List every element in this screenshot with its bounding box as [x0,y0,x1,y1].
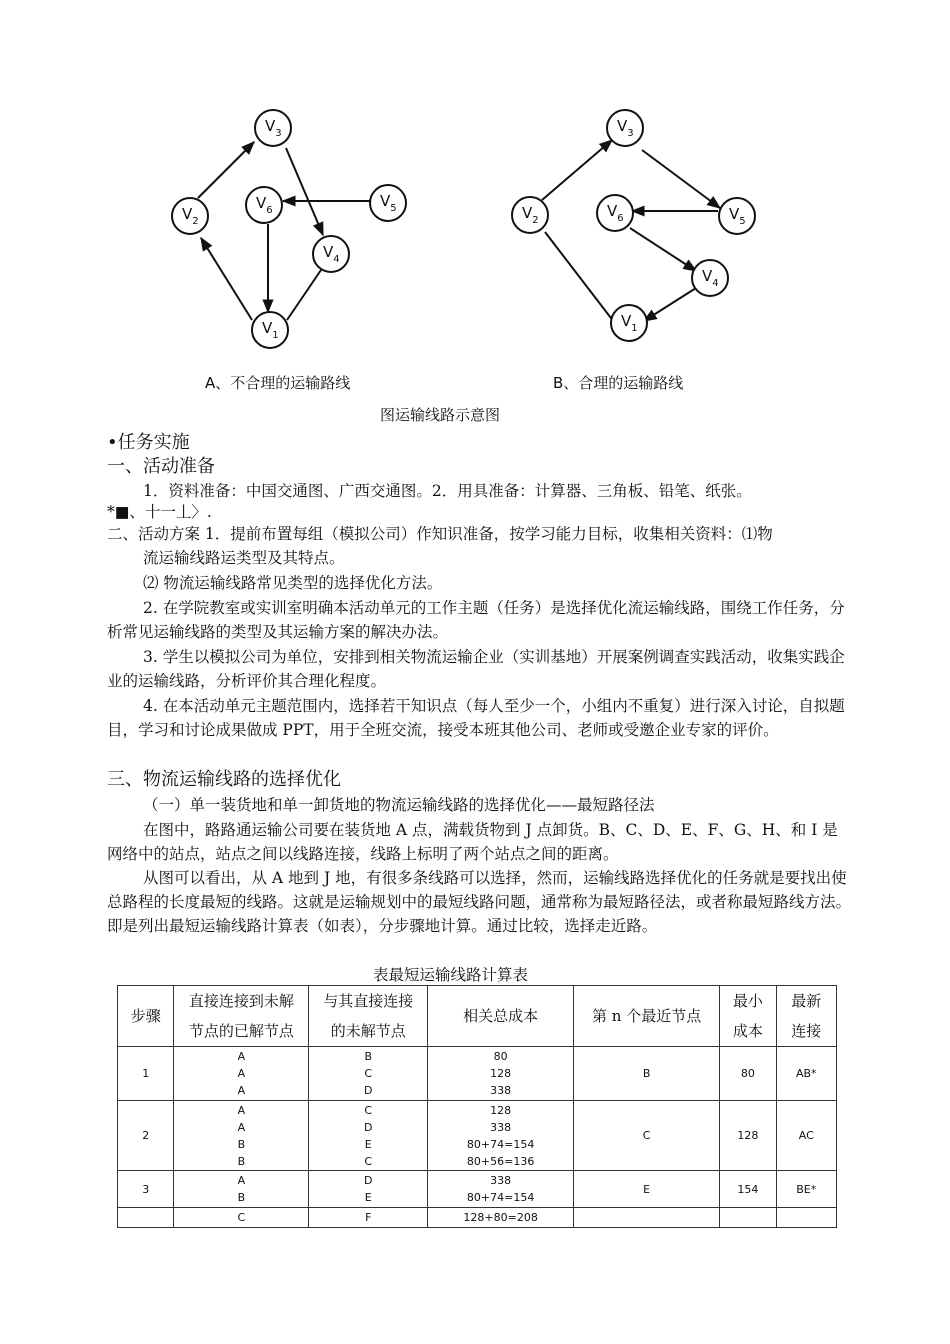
cell-unsolved [309,1208,428,1228]
header-cost: 相关总成本 [428,986,574,1047]
edge-b-v3-v5 [642,150,720,208]
edge-a-v1-v4 [287,270,321,320]
cell-step: 3 [118,1171,174,1208]
cell-solved-value: B [237,1154,246,1168]
svg-text:V1: $V_1$ [262,319,279,341]
svg-text:V3: $V_3$ [265,117,282,139]
graph-a-nodes [172,110,406,348]
plan-line2: 流运输线路运类型及其特点。 [143,549,345,567]
cell-nth: C [574,1101,720,1171]
edge-b-v1-v2 [545,232,614,322]
header-nth: 第 n 个最近节点 [574,986,720,1047]
edge-a-v2-v3 [198,142,254,198]
cell-min: 128 [720,1101,776,1171]
svg-text:V4: $V_4$ [323,243,340,265]
caption-graph-a: A、不合理的运输路线 [205,374,351,392]
cell-latest: BE* [776,1171,836,1208]
para1: 在图中，路路通运输公司要在装货地 A 点，满载货物到 J 点卸货。B、C、D、E、F、G、H、和 I 是网络中的站点，站点之间以线路连接，线路上标明了两个站点之间的距离。 [107,821,838,863]
cell-cost-value: 80 [493,1050,508,1063]
edge-b-v4-v1 [644,288,696,321]
cell-unsolved-value: C [364,1103,373,1117]
cell-unsolved-value: C [364,1154,373,1168]
table-row [118,1208,837,1228]
cell-unsolved-value: C [364,1067,373,1080]
cell-solved [174,1101,309,1171]
cell-solved [174,1171,309,1208]
cell-min: 80 [720,1047,776,1101]
cell-cost-value: 338 [490,1174,512,1187]
cell-solved-value: B [237,1191,246,1204]
section3-heading: 三、物流运输线路的选择优化 [107,769,341,790]
cell-solved-value: A [237,1067,246,1080]
cell-cost-value: 128 [490,1103,512,1117]
graph-b-labels [522,117,746,334]
svg-text:V2: $V_2$ [182,205,199,227]
plan-line1: 二、活动方案 1．提前布置每组（模拟公司）作知识准备，按学习能力目标，收集相关资料：⑴物 [107,525,773,543]
cell-latest: AB* [776,1047,836,1101]
shortest-route-table [117,985,837,1228]
svg-text:V5: $V_5$ [729,205,746,227]
table-header-row [118,986,837,1047]
cell-unsolved-value: B [364,1050,372,1063]
graph-b-edges [542,140,720,322]
cell-min: 154 [720,1171,776,1208]
cell-latest: AC [776,1101,836,1171]
svg-text:V6: $V_6$ [607,202,624,224]
plan-p4: 4. 在本活动单元主题范围内，选择若干知识点（每人至少一个，小组内不重复）进行深入讨论，自拟题目，学习和讨论成果做成 PPT，用于全班交流，接受本班其他公司、老师或受邀企业专家的评价。 [107,697,845,739]
cell-solved-value: C [237,1211,246,1224]
plan-item2: ⑵ 物流运输线路常见类型的选择优化方法。 [143,574,443,592]
svg-text:V3: $V_3$ [617,117,634,139]
cell-solved-value: A [237,1103,246,1117]
edge-b-v2-v3 [542,140,612,200]
task-heading: •任务实施 [107,432,190,453]
cell-solved-value: A [237,1050,246,1063]
caption-graph-b: B、合理的运输路线 [553,374,684,392]
cell-unsolved-value: F [365,1211,372,1224]
cell-solved-value: A [237,1174,246,1187]
plan-p3: 3. 学生以模拟公司为单位，安排到相关物流运输企业（实训基地）开展案例调查实践活动，收集实践企业的运输线路，分析评价其合理化程度。 [107,648,845,690]
table-title: 表最短运输线路计算表 [373,966,529,984]
cell-unsolved-value: E [364,1137,372,1151]
table-row [118,1047,837,1101]
cell-cost [428,1208,574,1228]
cell-cost-value: 338 [490,1120,512,1134]
cell-solved-value: A [237,1084,246,1097]
table-row [118,1101,837,1171]
cell-cost-value: 80+74=154 [466,1191,535,1204]
header-min: 最小 成本 [720,986,776,1047]
cell-unsolved-value: E [364,1191,372,1204]
table-row [118,1171,837,1208]
route-diagrams [0,0,950,370]
cell-cost [428,1101,574,1171]
cell-unsolved [309,1171,428,1208]
subsection-heading: （一）单一装货地和单一卸货地的物流运输线路的选择优化——最短路径法 [143,796,655,814]
svg-text:V4: $V_4$ [702,267,719,289]
cell-latest [776,1208,836,1228]
header-latest: 最新 连接 [776,986,836,1047]
section1-heading: 一、活动准备 [107,456,215,477]
cell-unsolved-value: D [363,1120,373,1134]
cell-solved-value: B [237,1137,246,1151]
svg-text:V2: $V_2$ [522,204,539,226]
graph-b-nodes [512,110,755,341]
cell-solved-value: A [237,1120,246,1134]
figure-title: 图运输线路示意图 [380,406,501,424]
cell-cost-value: 338 [490,1084,512,1097]
cell-nth [574,1208,720,1228]
edge-a-v1-v2 [201,238,252,320]
cell-min [720,1208,776,1228]
cell-cost [428,1047,574,1101]
cell-cost-value: 80+74=154 [466,1137,535,1151]
graph-a-edges [198,142,370,320]
header-solved: 直接连接到未解 节点的已解节点 [174,986,309,1047]
cell-step: 2 [118,1101,174,1171]
prep-line: 1．资料准备：中国交通图、广西交通图。2．用具准备：计算器、三角板、铅笔、纸张。 [143,482,752,500]
cell-unsolved-value: D [363,1084,373,1097]
svg-text:V1: $V_1$ [621,312,638,334]
cell-unsolved-value: D [363,1174,373,1187]
cell-unsolved [309,1047,428,1101]
cell-solved [174,1047,309,1101]
svg-text:V6: $V_6$ [256,194,273,216]
svg-text:V5: $V_5$ [380,192,397,214]
header-step: 步骤 [118,986,174,1047]
cell-cost-value: 128+80=208 [463,1211,538,1224]
edge-a-v3-v4 [286,148,323,235]
cell-nth: B [574,1047,720,1101]
cell-step [118,1208,174,1228]
cell-cost [428,1171,574,1208]
cell-cost-value: 80+56=136 [466,1154,535,1168]
graph-a-labels [182,117,397,341]
header-unsolved: 与其直接连接 的未解节点 [309,986,428,1047]
cell-solved [174,1208,309,1228]
cell-nth: E [574,1171,720,1208]
cell-unsolved [309,1101,428,1171]
cell-step: 1 [118,1047,174,1101]
para2: 从图可以看出，从 A 地到 J 地，有很多条线路可以选择，然而，运输线路选择优化的任务就是要找出使总路程的长度最短的线路。这就是运输规划中的最短线路问题，通常称为最短路径法，或者称最短路线方法。即是列出最短运输线路计算表（如表），分步骤地计算。通过比较，选择走近路。 [107,869,852,935]
edge-b-v6-v4 [630,228,696,271]
cell-cost-value: 128 [490,1067,512,1080]
plan-p2: 2. 在学院教室或实训室明确本活动单元的工作主题（任务）是选择优化流运输线路，围绕工作任务，分析常见运输线路的类型及其运输方案的解决办法。 [107,599,845,641]
garbled-line: *■、十一丄〉. [107,503,212,521]
